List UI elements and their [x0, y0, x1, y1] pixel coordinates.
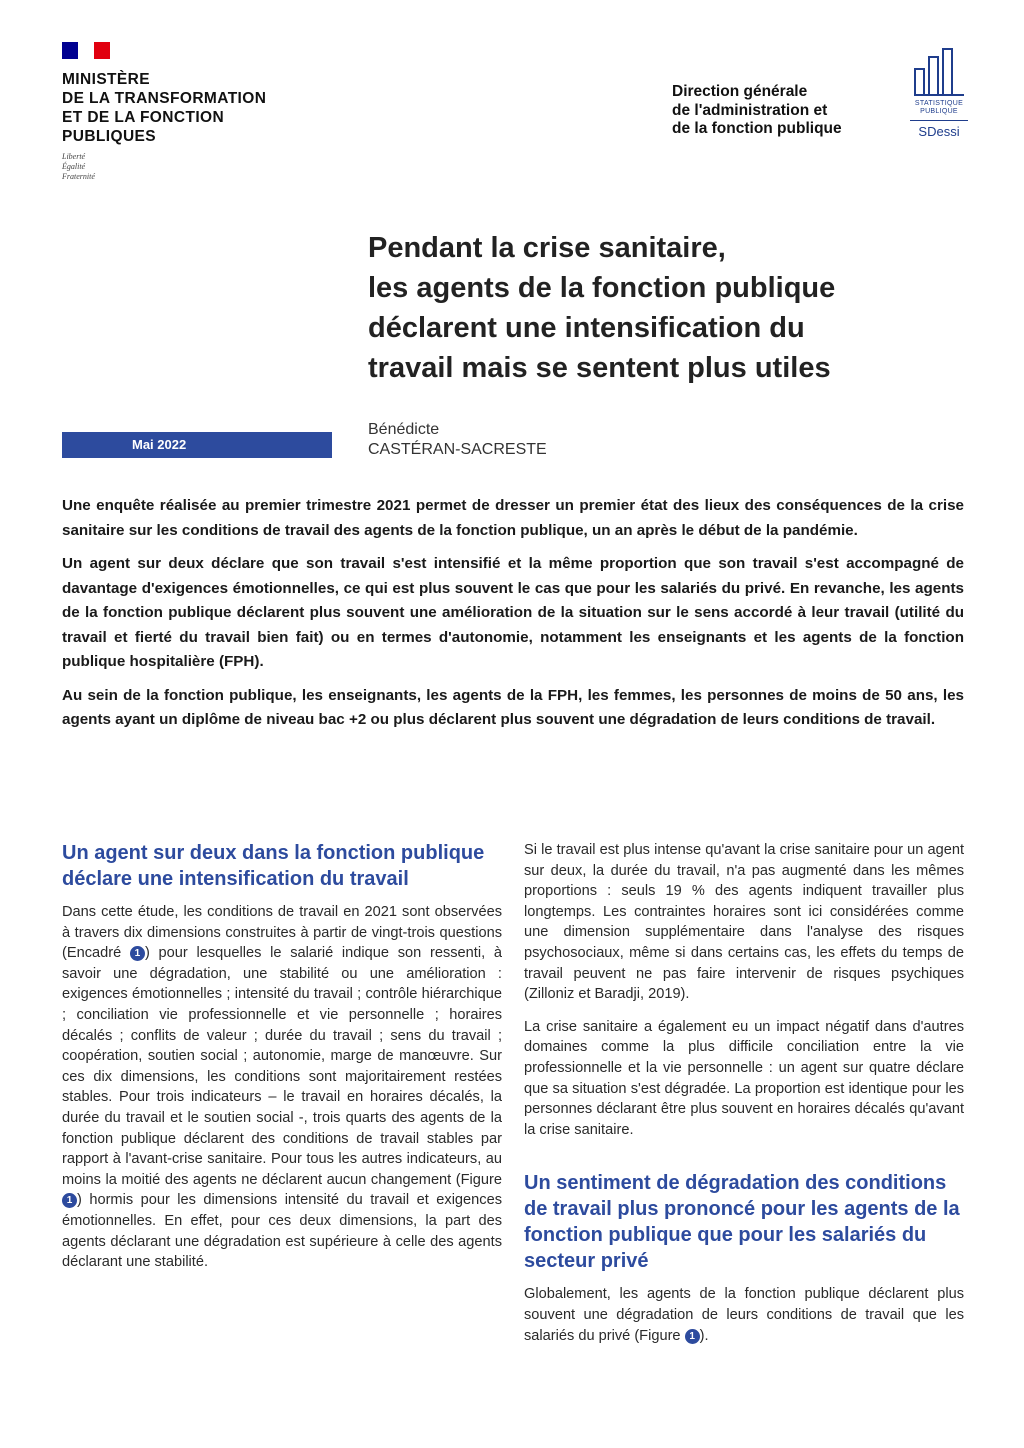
body-paragraph: Globalement, les agents de la fonction publique déclarent plus souvent une dégradation de leurs conditions de travail que les salariés du privé (Figure 1 ). [524, 1286, 964, 1344]
flag-blue [62, 42, 78, 59]
body-paragraph: Si le travail est plus intense qu'avant la crise sanitaire pour un agent sur deux, la durée du travail, n'a pas augmenté dans les mêmes proportions : seuls 19 % des agents indiquent travailler plus longtemps. Les contraintes horaires sont ici considérées comme une dimension supplémentaire dans l'analyse des risques psychosociaux, même si dans certains cas, les effets du temps de travail peuvent ne pas faire intervenir de risques psychiques (Zilloniz et Baradji, 2019). [524, 842, 964, 1003]
abstract [62, 494, 964, 742]
left-column [62, 840, 502, 1285]
encadre-reference-badge[interactable]: 1 [130, 946, 145, 961]
abstract-paragraph: Une enquête réalisée au premier trimestre 2021 permet de dresser un premier état des lieux des conséquences de la crise sanitaire sur les conditions de travail des agents de la fonction publique, un an après le début de la pandémie. [62, 497, 964, 539]
date-banner [62, 432, 332, 458]
author [368, 420, 547, 460]
ministry-name: MINISTÈRE DE LA TRANSFORMATION ET DE LA FONCTION PUBLIQUES [62, 71, 267, 145]
right-column [524, 840, 964, 1358]
body-paragraph: La crise sanitaire a également eu un impact négatif dans d'autres domaines comme la plus difficile conciliation entre la vie professionnelle et la vie personnelle : un agent sur quatre déclare que sa situation s'est dégradée. La proportion est identique pour les personnes déclarant être plus souvent en horaires décalés qu'avant la crise sanitaire. [524, 1018, 964, 1138]
flag-white [78, 42, 94, 59]
dgafp-name: Direction générale de l'administration et de la fonction publique [672, 83, 842, 137]
republic-flag-icon [62, 42, 110, 59]
bar-chart-icon [914, 48, 968, 94]
author-first-name: Bénédicte [368, 421, 440, 438]
ministry-logo [62, 42, 362, 182]
sdessi-label: SDessi [910, 120, 968, 139]
section-heading: Un agent sur deux dans la fonction publique déclare une intensification du travail [62, 842, 485, 890]
publication-date: Mai 2022 [132, 437, 187, 452]
author-last-name: CASTÉRAN-SACRESTE [368, 441, 547, 458]
figure-reference-badge[interactable]: 1 [62, 1193, 77, 1208]
stat-logo-text: STATISTIQUE PUBLIQUE [914, 100, 964, 115]
republic-motto: Liberté Égalité Fraternité [62, 152, 95, 181]
flag-red [94, 42, 110, 59]
abstract-paragraph: Un agent sur deux déclare que son travail s'est intensifié et la même proportion que son travail s'est accompagné de davantage d'exigences émotionnelles, ce qui est plus souvent le cas que pour les salariés du privé. En revanche, les agents de la fonction publique déclarent plus souvent une amélioration de la situation sur le sens accordé à leur travail (utilité du travail et fierté du travail bien fait) ou en termes d'autonomie, notamment les enseignants et les agents de la fonction publique hospitalière (FPH). [62, 555, 964, 670]
statistique-publique-logo [910, 48, 968, 139]
figure-reference-badge[interactable]: 1 [685, 1329, 700, 1344]
body-paragraph: Dans cette étude, les conditions de travail en 2021 sont observées à travers dix dimensions construites à partir de vingt-trois questions (Encadré 1 ) pour lesquelles le salarié indique son ressenti, à savoir une dégradation, une stabilité ou une amélioration : exigences émotionnelles ; intensité du travail ; contrôle hiérarchique ; conciliation vie professionnelle et vie personnelle ; horaires décalés ; conflits de valeur ; durée du travail ; sens du travail ; coopération, soutien social ; autonomie, marge de manœuvre. Sur ces dix dimensions, les conditions sont majoritairement restées stables. Pour trois indicateurs – le travail en horaires décalés, la durée du travail et le soutien social -, trois quarts des agents de la fonction publique déclarent des conditions de travail stables par rapport à l'avant-crise sanitaire. Pour tous les autres indicateurs, au moins la moitié des agents ne déclarent aucun changement (Figure 1 ) hormis pour les dimensions intensité du travail et exigences émotionnelles. En effet, pour ces deux dimensions, la part des agents déclarant une dégradation est supérieure à celle des agents déclarant une stabilité. [62, 904, 502, 1271]
abstract-paragraph: Au sein de la fonction publique, les enseignants, les agents de la FPH, les femmes, les personnes de moins de 50 ans, les agents ayant un diplôme de niveau bac +2 ou plus déclarent plus souvent une dégradation de leurs conditions de travail. [62, 686, 964, 728]
page-title: Pendant la crise sanitaire, les agents de la fonction publique déclarent une intensification du travail mais se sentent plus utiles [368, 232, 836, 384]
section-heading: Un sentiment de dégradation des conditions de travail plus prononcé pour les agents de la fonction publique que pour les salariés du secteur privé [524, 1172, 960, 1273]
